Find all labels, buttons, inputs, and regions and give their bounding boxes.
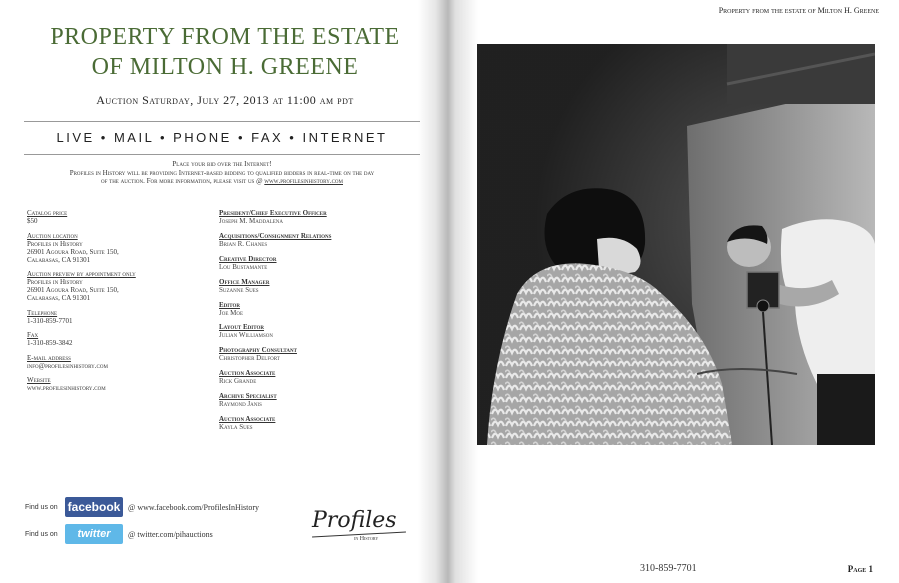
photograph — [477, 44, 875, 445]
staff-title: Auction Associate — [219, 369, 276, 378]
staff-entry — [219, 392, 419, 408]
info-label: Auction location — [27, 231, 78, 240]
staff-title: Archive Specialist — [219, 392, 277, 401]
staff-column — [219, 209, 419, 438]
staff-entry — [219, 209, 419, 225]
info-value: Profiles in History — [27, 239, 83, 248]
staff-entry — [219, 415, 419, 431]
info-block — [27, 331, 207, 347]
staff-title: Layout Editor — [219, 323, 264, 332]
bid-text-line: Place your bid over the Internet! — [172, 160, 272, 168]
profiles-in-history-logo — [312, 508, 412, 548]
find-us-label: Find us on — [25, 503, 58, 511]
divider — [24, 154, 420, 155]
staff-entry — [219, 301, 419, 317]
facebook-link[interactable]: @ www.facebook.com/ProfilesInHistory — [128, 502, 260, 512]
staff-entry — [219, 323, 419, 339]
bid-methods: LIVE • MAIL • PHONE • FAX • INTERNET — [56, 130, 388, 145]
staff-title: Photography Consultant — [219, 346, 297, 355]
facebook-icon[interactable]: facebook — [65, 497, 123, 517]
running-head: Property from the estate of Milton H. Greene — [718, 6, 879, 15]
staff-title: Office Manager — [219, 277, 270, 286]
info-value: 26901 Agoura Road, Suite 150, — [27, 286, 119, 294]
staff-name: Kayla Sues — [219, 423, 253, 432]
info-value: Profiles in History — [27, 278, 83, 286]
photo-illustration — [477, 44, 875, 445]
bid-text-line: Profiles in History will be providing Internet-based bidding to qualified bidders in real-time on the day — [69, 168, 375, 177]
info-value: info@profilesinhistory.com — [27, 361, 108, 370]
footer-phone: 310-859-7701 — [640, 563, 697, 574]
staff-name: Rick Grande — [219, 377, 257, 386]
info-label: Website — [27, 376, 51, 384]
staff-name: Suzanne Sues — [219, 285, 259, 294]
staff-entry — [219, 255, 419, 271]
info-label: Catalog price — [27, 209, 68, 217]
info-block — [27, 376, 207, 392]
info-value: www.profilesinhistory.com — [27, 384, 106, 392]
catalog-title-line1: PROPERTY FROM THE ESTATE — [50, 24, 400, 50]
bid-text-line — [24, 177, 420, 186]
info-value: Calabasas, CA 91301 — [27, 255, 91, 264]
staff-entry — [219, 369, 419, 385]
page-number: Page 1 — [847, 564, 873, 574]
staff-title: President/Chief Executive Officer — [219, 209, 327, 217]
staff-name: Christopher Delfort — [219, 354, 280, 363]
staff-name: Joe Moe — [219, 308, 244, 317]
staff-name: Julian Williamson — [219, 331, 274, 340]
twitter-link[interactable]: @ twitter.com/pihauctions — [128, 529, 213, 539]
info-label: Telephone — [27, 308, 58, 317]
info-value: $50 — [27, 217, 38, 225]
staff-name: Raymond Janis — [219, 400, 262, 409]
divider — [24, 121, 420, 122]
logo-script: Profiles — [312, 508, 397, 533]
info-label: E-mail address — [27, 353, 71, 362]
staff-entry — [219, 232, 419, 248]
info-value: 1-310-859-3842 — [27, 339, 73, 347]
staff-name: Joseph M. Maddalena — [219, 217, 284, 225]
info-label: Auction preview by appointment only — [27, 270, 136, 278]
staff-title: Auction Associate — [219, 415, 276, 424]
staff-name: Lou Bustamante — [219, 262, 268, 271]
info-block — [27, 232, 207, 264]
info-value: 26901 Agoura Road, Suite 150, — [27, 247, 119, 256]
find-us-label: Find us on — [25, 530, 58, 538]
catalog-title-line2: OF MILTON H. GREENE — [91, 54, 359, 80]
staff-title: Acquisitions/Consignment Relations — [219, 231, 332, 240]
logo-subtitle: in History — [354, 536, 379, 542]
info-value: 1-310-859-7701 — [27, 316, 73, 325]
left-page — [0, 0, 440, 583]
info-block — [27, 270, 207, 302]
staff-title: Creative Director — [219, 254, 277, 263]
info-value: Calabasas, CA 91301 — [27, 294, 91, 302]
twitter-icon[interactable]: twitter — [65, 524, 123, 544]
staff-name: Brian R. Chanes — [219, 239, 268, 248]
info-block — [27, 309, 207, 325]
staff-entry — [219, 346, 419, 362]
website-link[interactable]: www.profilesinhistory.com — [264, 177, 343, 185]
info-block — [27, 209, 207, 225]
twitter-row — [25, 524, 213, 544]
bid-text-prefix: of the auction. For more information, please visit us @ — [101, 177, 265, 185]
facebook-row — [25, 497, 259, 517]
auction-date: Auction Saturday, July 27, 2013 at 11:00 am pdt — [96, 93, 354, 107]
internet-bidding-notice — [24, 160, 420, 186]
staff-title: Editor — [219, 300, 240, 309]
contact-info-column — [27, 209, 207, 399]
info-block — [27, 354, 207, 370]
staff-entry — [219, 278, 419, 294]
info-label: Fax — [27, 331, 39, 339]
